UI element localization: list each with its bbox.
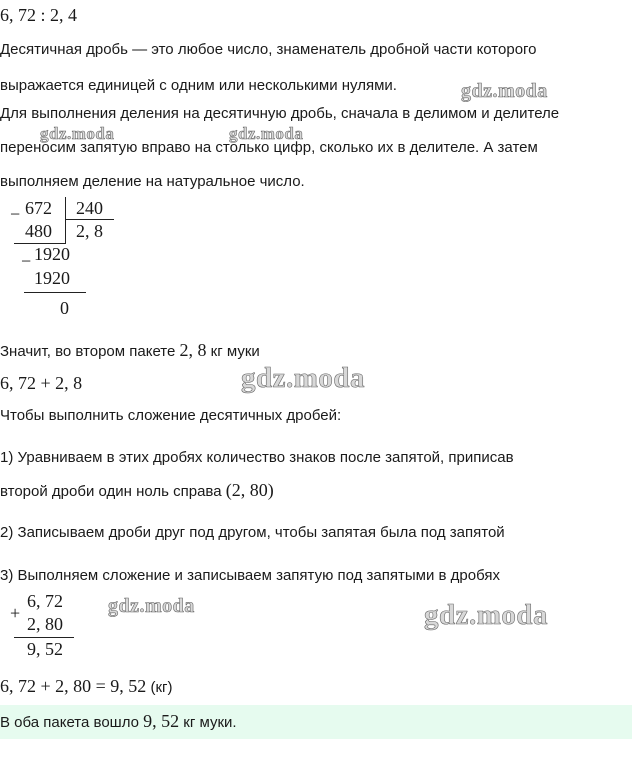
step-1-math: (2, 80) [225,480,274,500]
expression-addition: 6, 72 + 2, 8 [0,373,83,393]
conclusion-suffix: кг муки [206,343,260,360]
division-vertical-line [65,197,66,243]
answer-prefix: В оба пакета вошло [0,714,144,731]
watermark-logo: gdz.moda [241,362,366,394]
addition-term-2: 2, 80 [27,614,63,634]
division-remainder-1: 1920 [34,244,70,264]
conclusion-line [0,340,260,362]
definition-line-2: выражается единицей с одним или несколькими нулями. [0,77,397,94]
division-subtrahend-1: 480 [25,221,52,241]
division-underline-2 [24,292,86,293]
addition-underline [14,637,74,638]
addition-term-1: 6, 72 [27,591,63,611]
expression-division: 6, 72 : 2, 4 [0,5,78,25]
step-1-text: второй дроби один ноль справа [0,483,226,500]
step-2: 2) Записываем дроби друг под другом, чтобы запятая была под запятой [0,524,505,541]
definition-line-1: Десятичная дробь — это любое число, знаменатель дробной части которого [0,41,537,58]
answer-text [0,711,237,733]
answer-box [0,705,632,739]
conclusion-value: 2, 8 [179,340,207,360]
step-3: 3) Выполняем сложение и записываем запятую под запятыми в дробях [0,567,500,584]
rule-line-1: Для выполнения деления на десятичную дробь, сначала в делимом и делителе [0,105,560,122]
watermark-logo: gdz.moda [108,595,195,617]
watermark-logo: gdz.moda [40,124,115,143]
division-minus-2: − [21,251,32,271]
watermark-logo: gdz.moda [461,80,548,102]
division-divisor-underline [66,219,114,220]
conclusion-prefix: Значит, во втором пакете [0,343,180,360]
answer-value: 9, 52 [143,711,180,731]
division-dividend: 672 [25,198,52,218]
division-result: 0 [60,298,69,318]
addition-plus: + [10,603,21,623]
rule-line-3: выполняем деление на натуральное число. [0,173,305,190]
rule-line-2: переносим запятую вправо на столько цифр, сколько их в делителе. А затем [0,139,538,156]
division-subtrahend-2: 1920 [34,268,70,288]
answer-suffix: кг муки. [179,714,237,731]
step-1-line-2 [0,480,274,502]
final-equation-unit: (кг) [146,679,173,696]
step-1-line-1: 1) Уравниваем в этих дробях количество знаков после запятой, приписав [0,449,514,466]
division-divisor: 240 [76,198,103,218]
division-quotient: 2, 8 [76,221,103,241]
addition-intro: Чтобы выполнить сложение десятичных дробей: [0,407,342,424]
addition-sum: 9, 52 [27,639,63,659]
final-equation-math: 6, 72 + 2, 80 = 9, 52 [0,676,147,696]
final-equation [0,676,173,698]
watermark-logo: gdz.moda [229,124,304,143]
watermark-logo: gdz.moda [424,599,549,631]
division-minus-1: − [10,204,21,224]
